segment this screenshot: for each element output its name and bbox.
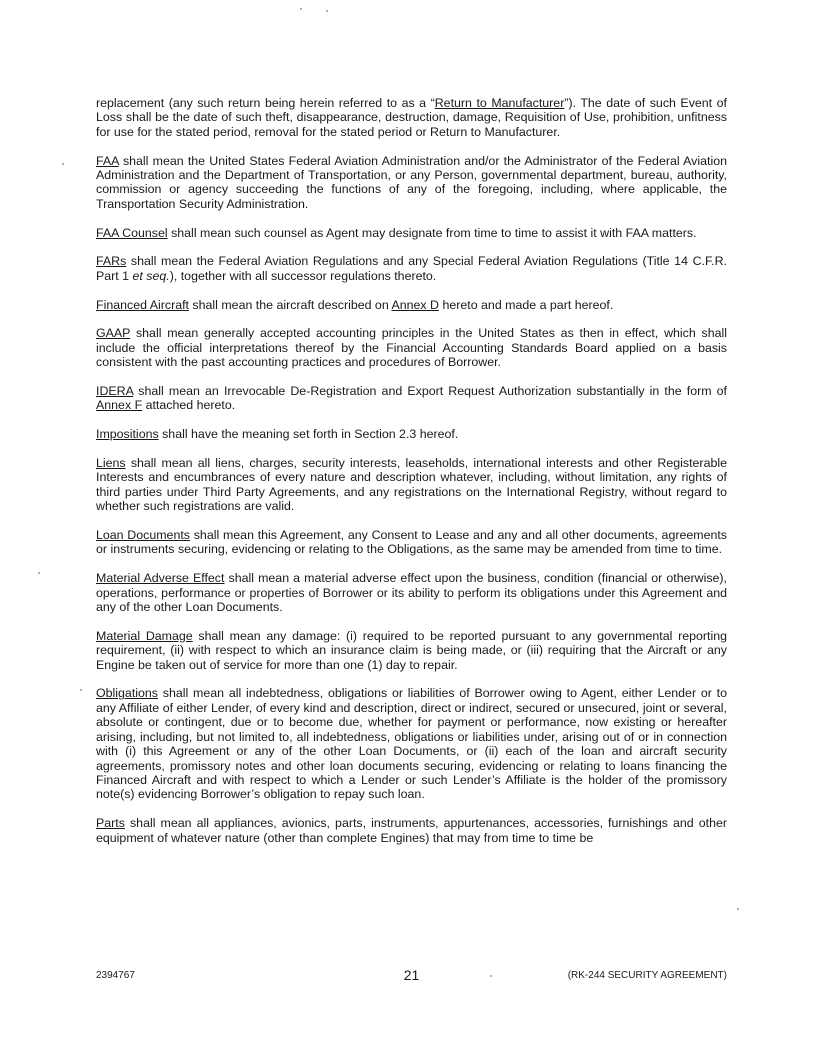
definition-impositions: Impositions shall have the meaning set forth in Section 2.3 hereof. xyxy=(96,427,459,442)
defined-term: Parts xyxy=(96,816,125,831)
defined-term: FAA xyxy=(96,153,119,168)
scan-speck xyxy=(300,8,302,10)
document-body xyxy=(96,96,727,859)
defined-term-return-to-manufacturer: Return to Manufacturer xyxy=(434,96,565,110)
document-title: (RK-244 SECURITY AGREEMENT) xyxy=(567,970,727,981)
scan-speck xyxy=(490,975,492,977)
page-footer xyxy=(96,967,727,987)
definition-faa: FAA shall mean the United States Federal Aviation Administration and/or the Administrator of the Federal Aviation Administration and the Department of Transportation, or any Person, governmental department, bureau, authority, commission or agency succeeding the functions of any of the foregoing, including, where applicable, the Transportation Security Administration. xyxy=(96,153,727,211)
definition-parts: Parts shall mean all appliances, avionics, parts, instruments, appurtenances, accessories, furnishings and other equipment of whatever nature (other than complete Engines) that may from time to time be xyxy=(96,816,727,845)
annex-d-reference: Annex D xyxy=(391,297,440,312)
definition-material-adverse-effect: Material Adverse Effect shall mean a material adverse effect upon the business, condition (financial or otherwise), operations, performance or properties of Borrower or its ability to perform its obligations under this Agreement and any of the other Loan Documents. xyxy=(96,571,727,615)
defined-term: IDERA xyxy=(96,384,134,399)
defined-term: FARs xyxy=(96,254,127,269)
definition-fars: FARs shall mean the Federal Aviation Regulations and any Special Federal Aviation Regulations (Title 14 C.F.R. Part 1 et seq.), together with all successor regulations thereto. xyxy=(96,254,727,283)
defined-term: Material Adverse Effect xyxy=(96,571,225,586)
page-number: 21 xyxy=(403,967,420,983)
defined-term: Loan Documents xyxy=(96,528,190,543)
definition-loan-documents: Loan Documents shall mean this Agreement, any Consent to Lease and any and all other documents, agreements or instruments securing, evidencing or relating to the Obligations, as the same may be amended from time to time. xyxy=(96,528,727,557)
defined-term: FAA Counsel xyxy=(96,225,168,240)
scan-speck xyxy=(38,572,40,574)
definition-financed-aircraft: Financed Aircraft shall mean the aircraft described on Annex D hereto and made a part hereof. xyxy=(96,297,614,312)
definition-gaap: GAAP shall mean generally accepted accounting principles in the United States as then in effect, which shall include the official interpretations thereof by the Financial Accounting Standards Board applied on a basis consistent with the past accounting practices and procedures of Borrower. xyxy=(96,326,727,370)
definition-idera: IDERA shall mean an Irrevocable De-Registration and Export Request Authorization substantially in the form of Annex F attached hereto. xyxy=(96,384,727,413)
paragraph-event-of-loss-continued: replacement (any such return being herein referred to as a “Return to Manufacturer”). The date of such Event of Loss shall be the date of such theft, disappearance, destruction, damage, Requisition of Use, prohibition, unfitness for use for the stated period, removal for the stated period or Return to Manufacturer. xyxy=(96,96,727,139)
scan-speck xyxy=(326,10,328,12)
scan-speck xyxy=(737,908,739,910)
defined-term: Obligations xyxy=(96,686,158,701)
scan-speck xyxy=(80,689,82,691)
definition-faa-counsel: FAA Counsel shall mean such counsel as Agent may designate from time to time to assist it with FAA matters. xyxy=(96,225,697,240)
definition-liens: Liens shall mean all liens, charges, security interests, leaseholds, international interests and other Registerable Interests and encumbrances of every nature and description whatever, including, without limitation, any rights of third parties under Third Party Agreements, and any registrations on the International Registry, without regard to whether such registrations are valid. xyxy=(96,456,727,514)
defined-term: Impositions xyxy=(96,427,159,442)
document-number: 2394767 xyxy=(96,970,135,981)
definition-obligations: Obligations shall mean all indebtedness, obligations or liabilities of Borrower owing to Agent, either Lender or to any Affiliate of either Lender, of every kind and description, direct or indirect, secured or unsecured, joint or several, absolute or contingent, due or to become due, whether for payment or performance, now existing or hereafter arising, including, but not limited to, all indebtedness, obligations or liabilities under, arising out of or in connection with (i) this Agreement or any of the other Loan Documents, or (ii) each of the loan and aircraft security agreements, promissory notes and other loan documents securing, evidencing or relating to loans financing the Financed Aircraft and with respect to which a Lender or such Lender’s Affiliate is the holder of the promissory note(s) evidencing Borrower’s obligation to repay such loan. xyxy=(96,686,727,802)
scan-speck xyxy=(62,163,64,165)
defined-term: Liens xyxy=(96,456,126,471)
definition-material-damage: Material Damage shall mean any damage: (i) required to be reported pursuant to any governmental reporting requirement, (ii) with respect to which an insurance claim is being made, or (iii) requiring that the Aircraft or any Engine be taken out of service for more than one (1) day to repair. xyxy=(96,628,727,672)
defined-term: GAAP xyxy=(96,326,131,341)
annex-f-reference: Annex F xyxy=(96,398,143,413)
defined-term: Material Damage xyxy=(96,628,193,643)
defined-term: Financed Aircraft xyxy=(96,297,189,312)
